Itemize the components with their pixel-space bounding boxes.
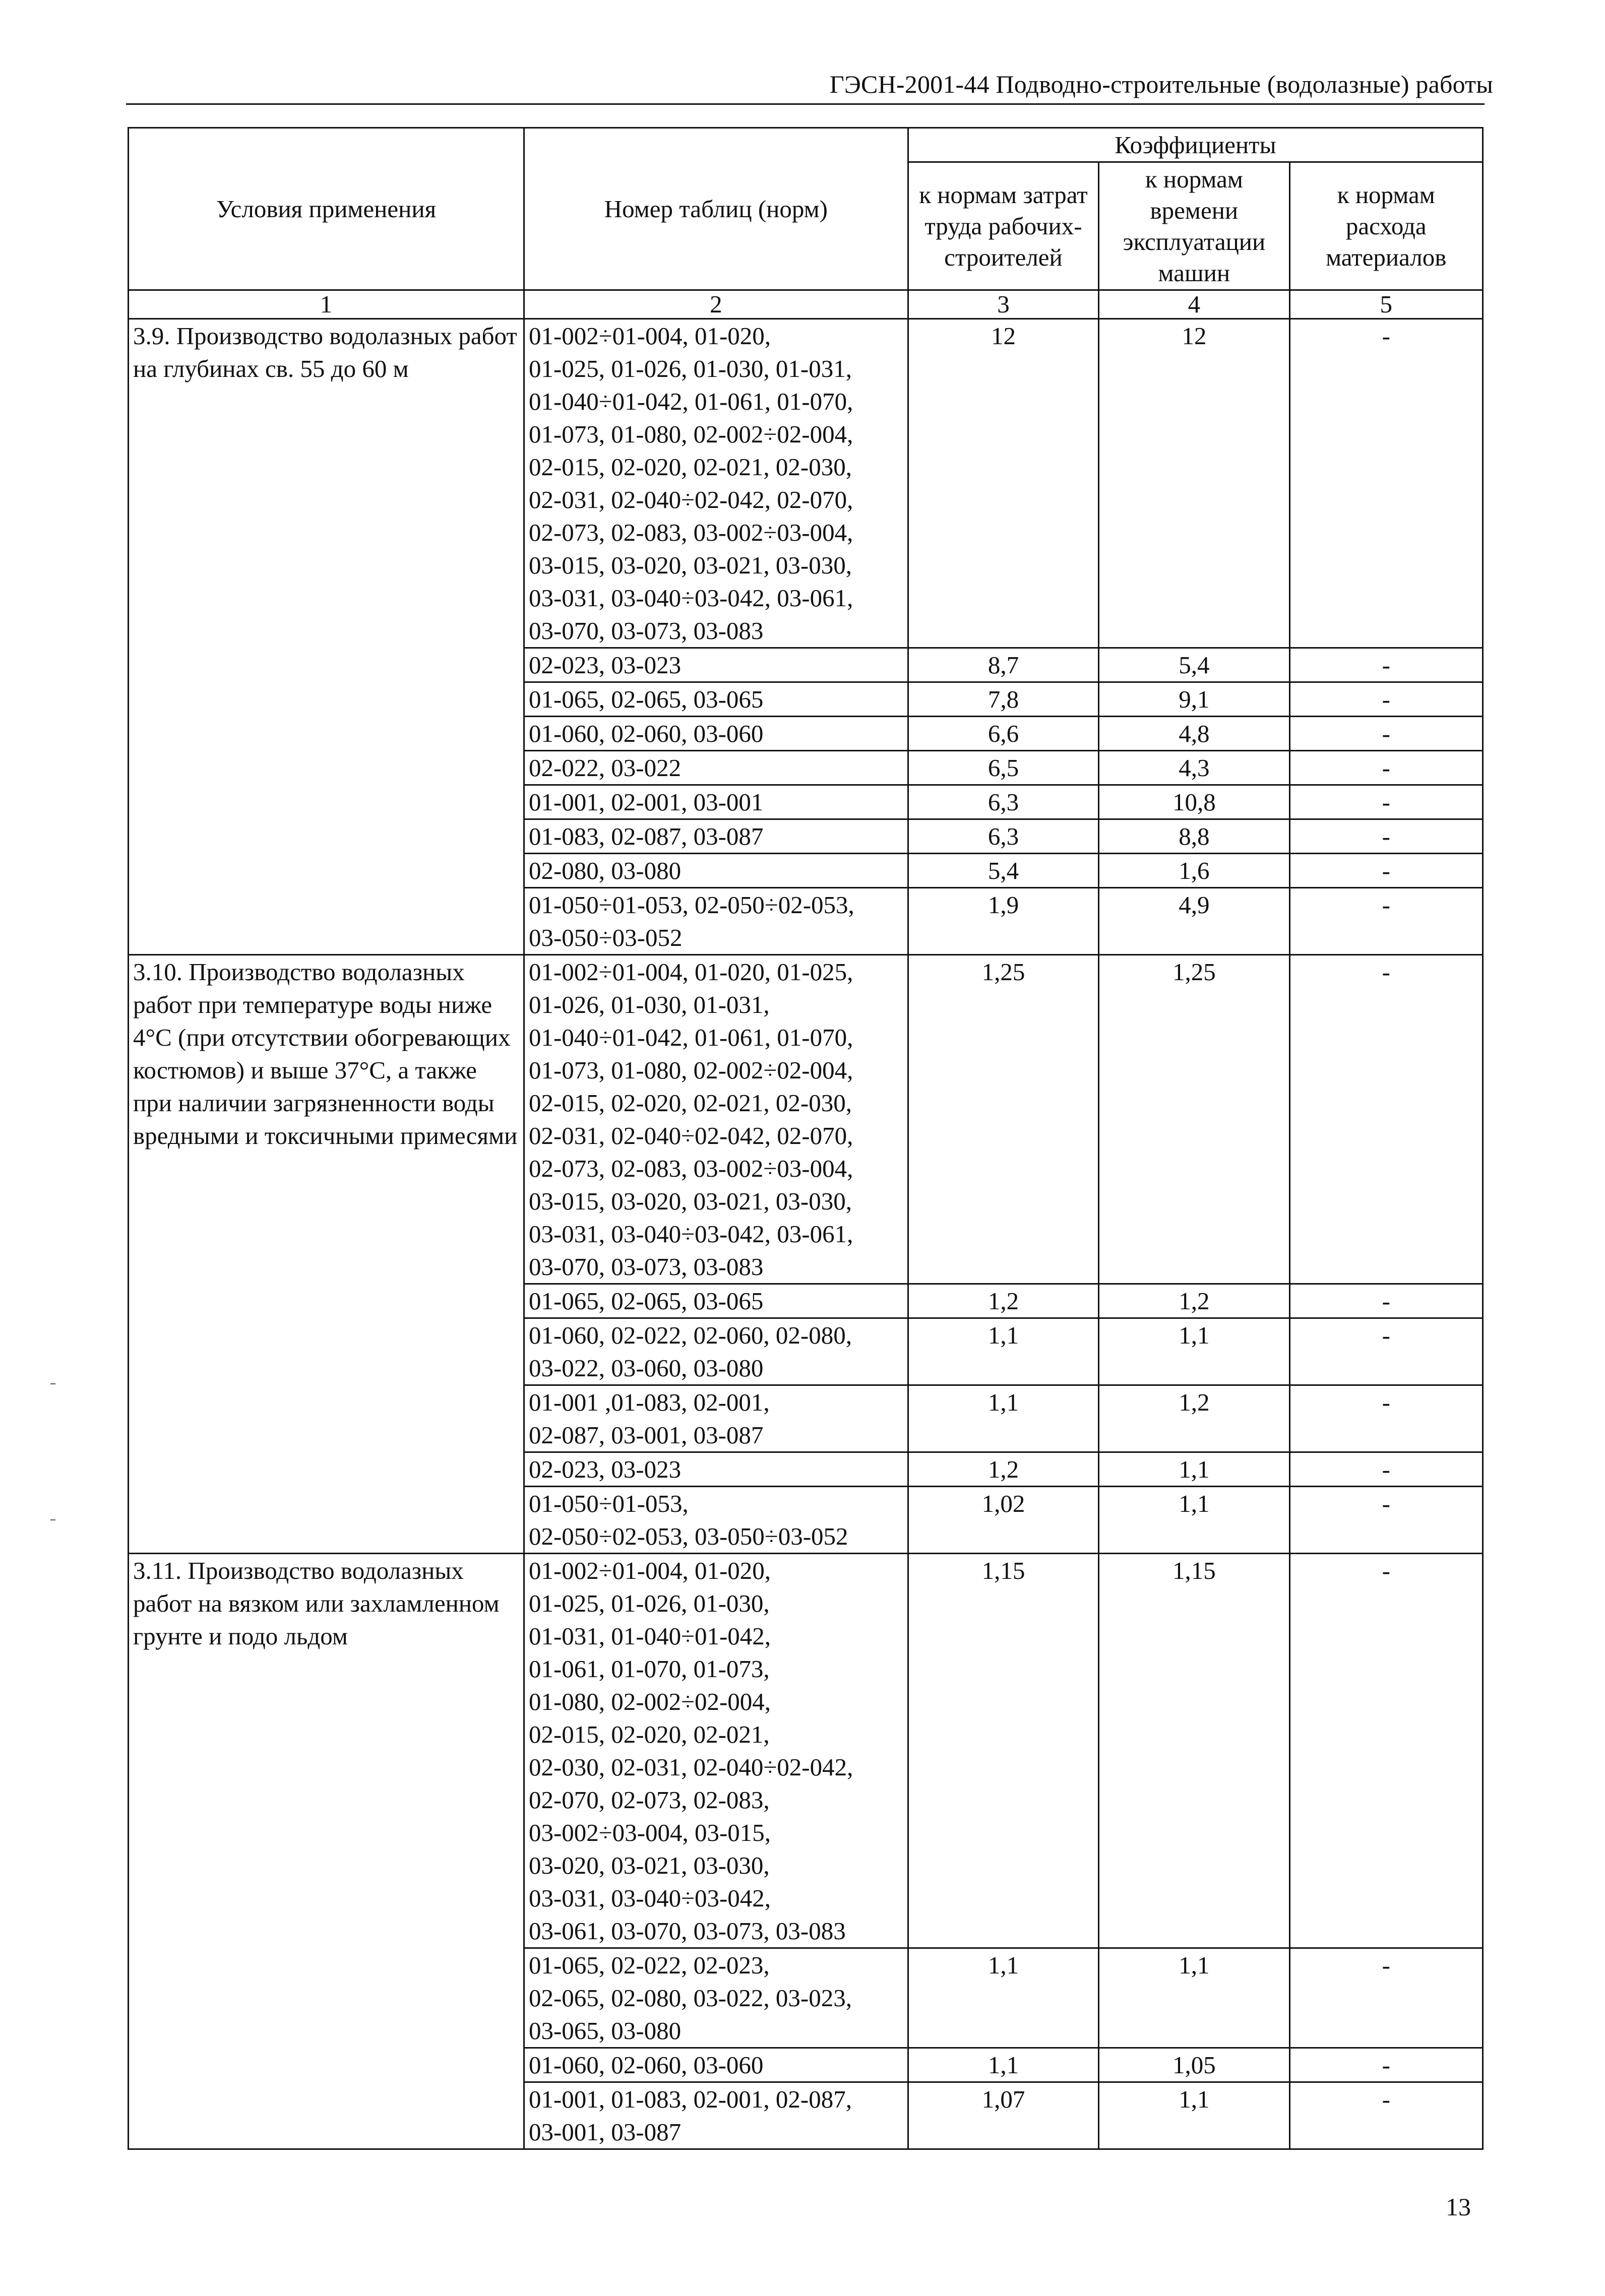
scan-mark [50,1519,55,1520]
machine-coefficient-cell: 1,05 [1099,2048,1289,2082]
column-header-materials: к нормам расхода материалов [1289,162,1483,290]
table-numbers-cell: 01-050÷01-053, 02-050÷02-053, 03-050÷03-052 [524,888,908,955]
machine-coefficient-cell: 1,1 [1099,1487,1289,1554]
labor-coefficient-cell: 1,02 [908,1487,1098,1554]
column-header-conditions: Условия применения [129,128,524,290]
header-rule [126,103,1485,105]
labor-coefficient-cell: 1,1 [908,1948,1098,2048]
column-number: 4 [1099,290,1289,319]
labor-coefficient-cell: 6,6 [908,717,1098,751]
material-coefficient-cell: - [1289,717,1483,751]
machine-coefficient-cell: 4,8 [1099,717,1289,751]
machine-coefficient-cell: 1,1 [1099,2082,1289,2149]
table-numbers-cell: 01-060, 02-060, 03-060 [524,717,908,751]
column-number: 5 [1289,290,1483,319]
material-coefficient-cell: - [1289,751,1483,785]
material-coefficient-cell: - [1289,2082,1483,2149]
labor-coefficient-cell: 6,3 [908,785,1098,819]
machine-coefficient-cell: 1,1 [1099,1948,1289,2048]
machine-coefficient-cell: 8,8 [1099,819,1289,854]
material-coefficient-cell: - [1289,2048,1483,2082]
material-coefficient-cell: - [1289,955,1483,1284]
machine-coefficient-cell: 1,1 [1099,1318,1289,1385]
labor-coefficient-cell: 1,1 [908,1385,1098,1452]
machine-coefficient-cell: 4,3 [1099,751,1289,785]
table-numbers-cell: 01-083, 02-087, 03-087 [524,819,908,854]
table-body [129,319,1483,2149]
running-header: ГЭСН-2001-44 Подводно-строительные (водолазные) работы [829,70,1493,98]
table-numbers-cell: 01-065, 02-065, 03-065 [524,1284,908,1318]
material-coefficient-cell: - [1289,648,1483,682]
labor-coefficient-cell: 1,25 [908,955,1098,1284]
table-numbers-cell: 01-001 ,01-083, 02-001, 02-087, 03-001, 03-087 [524,1385,908,1452]
labor-coefficient-cell: 7,8 [908,682,1098,717]
table-numbers-cell: 01-001, 01-083, 02-001, 02-087, 03-001, 03-087 [524,2082,908,2149]
table-numbers-cell: 01-065, 02-065, 03-065 [524,682,908,717]
column-number: 1 [129,290,524,319]
material-coefficient-cell: - [1289,785,1483,819]
machine-coefficient-cell: 1,15 [1099,1554,1289,1948]
table-numbers-cell: 01-060, 02-022, 02-060, 02-080, 03-022, 03-060, 03-080 [524,1318,908,1385]
labor-coefficient-cell: 1,15 [908,1554,1098,1948]
condition-cell: 3.9. Производство водолазных работ на глубинах св. 55 до 60 м [129,319,524,955]
machine-coefficient-cell: 1,1 [1099,1452,1289,1487]
column-header-labor: к нормам затрат труда рабочих-строителей [908,162,1098,290]
labor-coefficient-cell: 12 [908,319,1098,648]
labor-coefficient-cell: 1,2 [908,1284,1098,1318]
table-numbers-cell: 02-023, 03-023 [524,648,908,682]
table-numbers-cell: 01-001, 02-001, 03-001 [524,785,908,819]
machine-coefficient-cell: 1,6 [1099,854,1289,888]
coefficients-table [128,127,1484,2150]
labor-coefficient-cell: 8,7 [908,648,1098,682]
machine-coefficient-cell: 1,2 [1099,1284,1289,1318]
labor-coefficient-cell: 6,5 [908,751,1098,785]
material-coefficient-cell: - [1289,1318,1483,1385]
table-numbers-cell: 02-080, 03-080 [524,854,908,888]
material-coefficient-cell: - [1289,1284,1483,1318]
labor-coefficient-cell: 6,3 [908,819,1098,854]
labor-coefficient-cell: 1,2 [908,1452,1098,1487]
labor-coefficient-cell: 1,9 [908,888,1098,955]
table-numbers-cell: 02-023, 03-023 [524,1452,908,1487]
labor-coefficient-cell: 1,07 [908,2082,1098,2149]
table-row [129,319,1483,648]
machine-coefficient-cell: 5,4 [1099,648,1289,682]
machine-coefficient-cell: 12 [1099,319,1289,648]
material-coefficient-cell: - [1289,819,1483,854]
condition-cell: 3.10. Производство водолазных работ при температуре воды ниже 4°С (при отсутствии обогревающих костюмов) и выше 37°С, а также при наличии загрязненности воды вредными и токсичными примесями [129,955,524,1554]
material-coefficient-cell: - [1289,1385,1483,1452]
table-numbers-cell: 01-002÷01-004, 01-020, 01-025, 01-026, 01-030, 01-031, 01-040÷01-042, 01-061, 01-070, 01-073, 01-080, 02-002÷02-004, 02-015, 02-020, 02-021, 02-030, 02-031, 02-040÷02-042, 02-070, 02-073, 02-083, 03-002÷03-004, 03-015, 03-020, 03-021, 03-030, 03-031, 03-040÷03-042, 03-061, 03-070, 03-073, 03-083 [524,1554,908,1948]
scan-mark [50,1383,55,1384]
table-numbers-cell: 01-050÷01-053, 02-050÷02-053, 03-050÷03-052 [524,1487,908,1554]
table-numbers-cell: 01-002÷01-004, 01-020, 01-025, 01-026, 01-030, 01-031, 01-040÷01-042, 01-061, 01-070, 01-073, 01-080, 02-002÷02-004, 02-015, 02-020, 02-021, 02-030, 02-031, 02-040÷02-042, 02-070, 02-073, 02-083, 03-002÷03-004, 03-015, 03-020, 03-021, 03-030, 03-031, 03-040÷03-042, 03-061, 03-070, 03-073, 03-083 [524,955,908,1284]
table-numbers-cell: 01-065, 02-022, 02-023, 02-065, 02-080, 03-022, 03-023, 03-065, 03-080 [524,1948,908,2048]
machine-coefficient-cell: 10,8 [1099,785,1289,819]
column-number: 3 [908,290,1098,319]
material-coefficient-cell: - [1289,1554,1483,1948]
table-row [129,955,1483,1284]
table-numbers-cell: 01-060, 02-060, 03-060 [524,2048,908,2082]
material-coefficient-cell: - [1289,319,1483,648]
table-numbers-cell: 01-002÷01-004, 01-020, 01-025, 01-026, 01-030, 01-031, 01-040÷01-042, 01-061, 01-070, 01-073, 01-080, 02-002÷02-004, 02-015, 02-020, 02-021, 02-030, 02-031, 02-040÷02-042, 02-070, 02-073, 02-083, 03-002÷03-004, 03-015, 03-020, 03-021, 03-030, 03-031, 03-040÷03-042, 03-061, 03-070, 03-073, 03-083 [524,319,908,648]
labor-coefficient-cell: 5,4 [908,854,1098,888]
labor-coefficient-cell: 1,1 [908,2048,1098,2082]
material-coefficient-cell: - [1289,1487,1483,1554]
machine-coefficient-cell: 1,2 [1099,1385,1289,1452]
material-coefficient-cell: - [1289,1948,1483,2048]
table-numbers-cell: 02-022, 03-022 [524,751,908,785]
table-row [129,1554,1483,1948]
machine-coefficient-cell: 9,1 [1099,682,1289,717]
machine-coefficient-cell: 1,25 [1099,955,1289,1284]
column-header-coefficients: Коэффициенты [908,128,1483,162]
column-header-machines: к нормам времени эксплуатации машин [1099,162,1289,290]
column-header-table-numbers: Номер таблиц (норм) [524,128,908,290]
material-coefficient-cell: - [1289,854,1483,888]
column-number: 2 [524,290,908,319]
material-coefficient-cell: - [1289,682,1483,717]
page-number: 13 [1446,2193,1471,2221]
condition-cell: 3.11. Производство водолазных работ на вязком или захламленном грунте и подо льдом [129,1554,524,2149]
labor-coefficient-cell: 1,1 [908,1318,1098,1385]
machine-coefficient-cell: 4,9 [1099,888,1289,955]
material-coefficient-cell: - [1289,1452,1483,1487]
material-coefficient-cell: - [1289,888,1483,955]
